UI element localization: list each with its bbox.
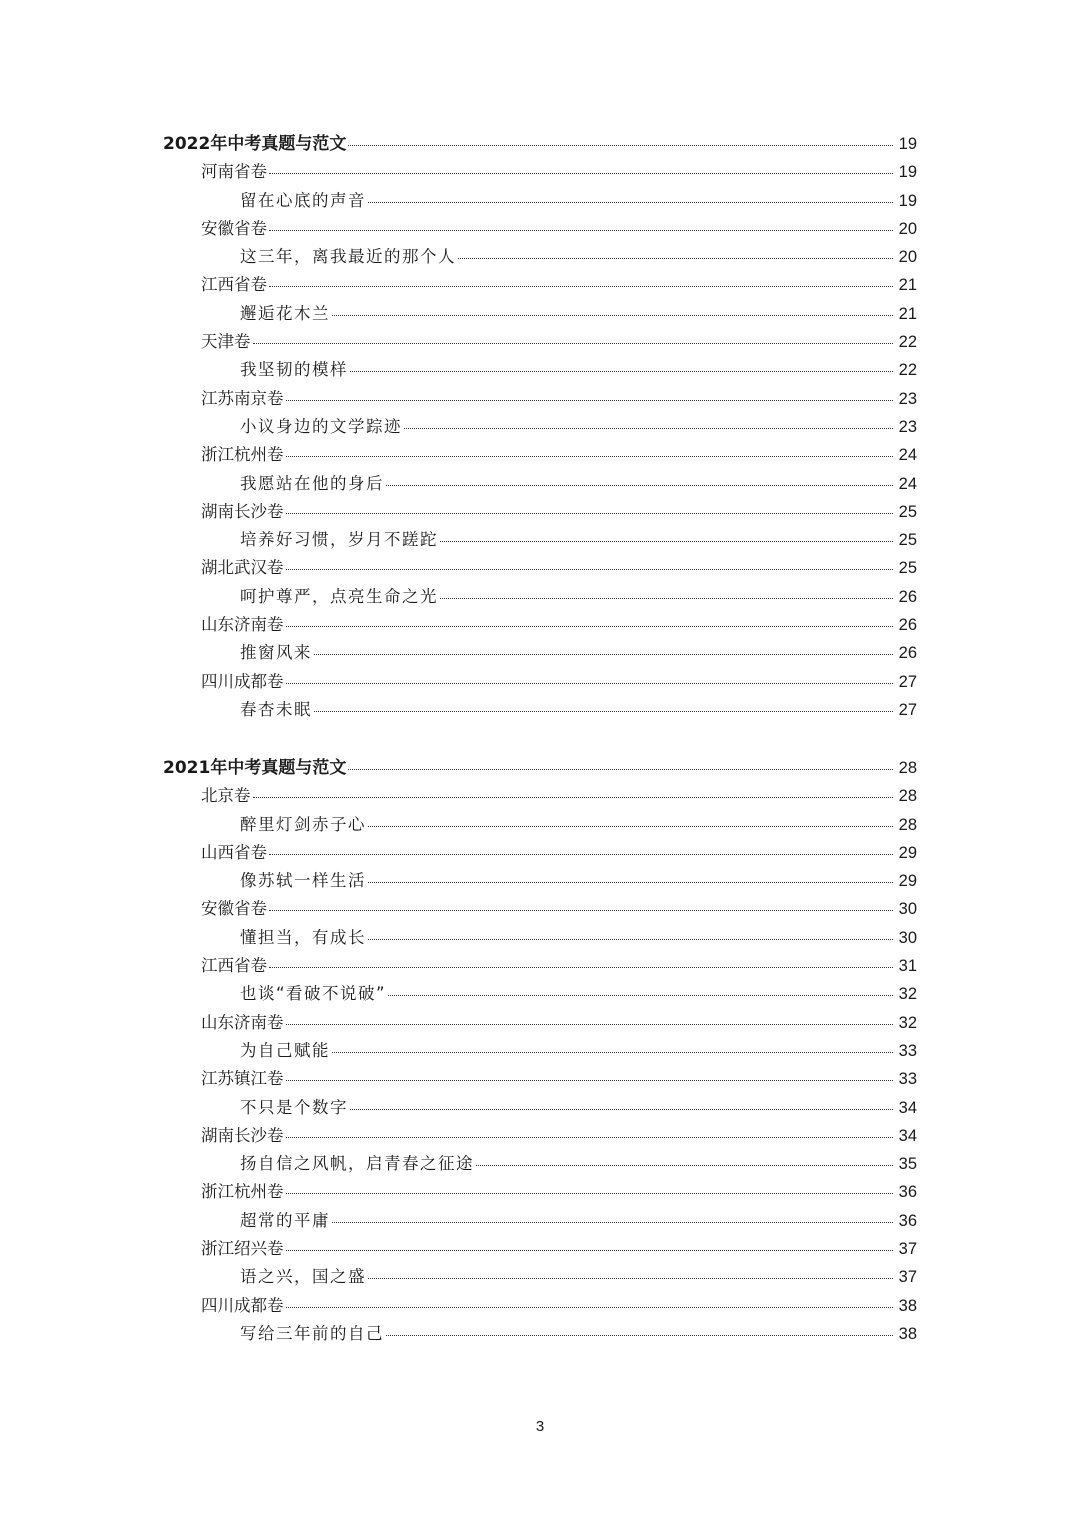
toc-entry-title: 也谈“看破不说破” xyxy=(240,984,387,1004)
toc-heading[interactable] xyxy=(163,754,917,782)
toc-entry-title: 安徽省卷 xyxy=(201,899,267,919)
toc-essay-entry[interactable] xyxy=(163,1150,917,1178)
toc-entry-page: 32 xyxy=(898,985,917,1004)
toc-entry-page: 22 xyxy=(898,333,917,352)
dot-leader xyxy=(286,683,894,684)
toc-heading[interactable] xyxy=(163,130,917,158)
toc-entry-title: 小议身边的文学踪迹 xyxy=(240,416,402,436)
toc-entry-page: 32 xyxy=(898,1013,917,1032)
dot-leader xyxy=(286,456,894,457)
toc-chapter-entry[interactable] xyxy=(163,611,917,639)
dot-leader xyxy=(368,1278,893,1279)
toc-essay-entry[interactable] xyxy=(163,1263,917,1291)
toc-entry-title: 懂担当，有成长 xyxy=(240,927,366,947)
dot-leader xyxy=(386,485,893,486)
dot-leader xyxy=(269,910,893,911)
toc-entry-title: 2021年中考真题与范文 xyxy=(163,758,347,778)
toc-entry-title: 江西省卷 xyxy=(201,275,267,295)
dot-leader xyxy=(332,1222,893,1223)
toc-entry-title: 留在心底的声音 xyxy=(240,190,366,210)
toc-entry-title: 安徽省卷 xyxy=(201,218,267,238)
dot-leader xyxy=(269,967,893,968)
toc-chapter-entry[interactable] xyxy=(163,158,917,186)
toc-essay-entry[interactable] xyxy=(163,980,917,1008)
page-number: 3 xyxy=(535,1418,545,1435)
toc-chapter-entry[interactable] xyxy=(163,1122,917,1150)
toc-entry-title: 我愿站在他的身后 xyxy=(240,473,384,493)
dot-leader xyxy=(286,400,894,401)
toc-section-2021 xyxy=(163,754,917,1348)
toc-entry-page: 23 xyxy=(898,417,917,436)
toc-entry-title: 河南省卷 xyxy=(201,162,267,182)
toc-entry-page: 31 xyxy=(898,957,917,976)
toc-essay-entry[interactable] xyxy=(163,1320,917,1348)
toc-entry-page: 20 xyxy=(898,248,917,267)
toc-chapter-entry[interactable] xyxy=(163,1009,917,1037)
dot-leader xyxy=(332,315,893,316)
dot-leader xyxy=(350,371,893,372)
dot-leader xyxy=(440,541,893,542)
toc-entry-page: 33 xyxy=(898,1070,917,1089)
toc-entry-page: 25 xyxy=(898,502,917,521)
toc-entry-title: 四川成都卷 xyxy=(201,1295,284,1315)
toc-chapter-entry[interactable] xyxy=(163,328,917,356)
toc-entry-page: 35 xyxy=(898,1155,917,1174)
toc-chapter-entry[interactable] xyxy=(163,554,917,582)
toc-essay-entry[interactable] xyxy=(163,470,917,498)
toc-entry-title: 四川成都卷 xyxy=(201,671,284,691)
toc-entry-title: 培养好习惯，岁月不蹉跎 xyxy=(240,530,438,550)
toc-essay-entry[interactable] xyxy=(163,187,917,215)
toc-essay-entry[interactable] xyxy=(163,583,917,611)
toc-essay-entry[interactable] xyxy=(163,526,917,554)
toc-essay-entry[interactable] xyxy=(163,1037,917,1065)
toc-entry-title: 天津卷 xyxy=(201,332,251,352)
toc-entry-page: 38 xyxy=(898,1324,917,1343)
dot-leader xyxy=(476,1165,893,1166)
dot-leader xyxy=(440,598,893,599)
dot-leader xyxy=(348,769,893,770)
toc-chapter-entry[interactable] xyxy=(163,782,917,810)
toc-entry-page: 34 xyxy=(898,1098,917,1117)
toc-entry-title: 我坚韧的模样 xyxy=(240,360,348,380)
dot-leader xyxy=(286,1080,894,1081)
toc-entry-title: 山东济南卷 xyxy=(201,1012,284,1032)
toc-entry-page: 20 xyxy=(898,219,917,238)
toc-entry-title: 这三年，离我最近的那个人 xyxy=(240,247,456,267)
toc-entry-page: 26 xyxy=(898,587,917,606)
toc-entry-page: 25 xyxy=(898,559,917,578)
toc-entry-page: 33 xyxy=(898,1041,917,1060)
toc-chapter-entry[interactable] xyxy=(163,895,917,923)
dot-leader xyxy=(386,1335,893,1336)
toc-entry-page: 28 xyxy=(898,759,917,777)
toc-entry-title: 山东济南卷 xyxy=(201,615,284,635)
toc-entry-page: 37 xyxy=(898,1268,917,1287)
dot-leader xyxy=(368,826,893,827)
toc-entry-page: 29 xyxy=(898,843,917,862)
toc-chapter-entry[interactable] xyxy=(163,839,917,867)
dot-leader xyxy=(286,513,894,514)
toc-section-2022 xyxy=(163,130,917,724)
dot-leader xyxy=(368,882,893,883)
dot-leader xyxy=(350,1109,893,1110)
toc-entry-title: 山西省卷 xyxy=(201,842,267,862)
toc-entry-title: 江苏南京卷 xyxy=(201,388,284,408)
toc-chapter-entry[interactable] xyxy=(163,1178,917,1206)
toc-entry-title: 江西省卷 xyxy=(201,956,267,976)
toc-entry-page: 21 xyxy=(898,276,917,295)
dot-leader xyxy=(404,428,893,429)
toc-essay-entry[interactable] xyxy=(163,696,917,724)
toc-chapter-entry[interactable] xyxy=(163,1292,917,1320)
toc-entry-page: 30 xyxy=(898,900,917,919)
toc-entry-title: 江苏镇江卷 xyxy=(201,1069,284,1089)
toc-essay-entry[interactable] xyxy=(163,811,917,839)
toc-essay-entry[interactable] xyxy=(163,300,917,328)
toc-entry-page: 19 xyxy=(898,191,917,210)
toc-essay-entry[interactable] xyxy=(163,356,917,384)
toc-entry-title: 北京卷 xyxy=(201,786,251,806)
toc-entry-page: 25 xyxy=(898,531,917,550)
toc-essay-entry[interactable] xyxy=(163,413,917,441)
toc-chapter-entry[interactable] xyxy=(163,668,917,696)
toc-entry-title: 湖北武汉卷 xyxy=(201,558,284,578)
dot-leader xyxy=(286,1024,894,1025)
toc-entry-page: 28 xyxy=(898,787,917,806)
toc-essay-entry[interactable] xyxy=(163,1094,917,1122)
toc-entry-page: 27 xyxy=(898,700,917,719)
toc-entry-title: 湖南长沙卷 xyxy=(201,1125,284,1145)
toc-entry-page: 21 xyxy=(898,304,917,323)
toc-entry-title: 春杏未眠 xyxy=(240,699,312,719)
toc-entry-page: 30 xyxy=(898,928,917,947)
toc-entry-page: 37 xyxy=(898,1240,917,1259)
toc-entry-title: 邂逅花木兰 xyxy=(240,303,330,323)
dot-leader xyxy=(286,1250,894,1251)
toc-chapter-entry[interactable] xyxy=(163,952,917,980)
toc-entry-title: 呵护尊严，点亮生命之光 xyxy=(240,586,438,606)
toc-chapter-entry[interactable] xyxy=(163,498,917,526)
toc-entry-page: 38 xyxy=(898,1296,917,1315)
toc-entry-page: 23 xyxy=(898,389,917,408)
toc-essay-entry[interactable] xyxy=(163,867,917,895)
toc-entry-page: 36 xyxy=(898,1183,917,1202)
dot-leader xyxy=(286,1307,894,1308)
dot-leader xyxy=(348,145,893,146)
toc-entry-page: 27 xyxy=(898,672,917,691)
toc-entry-title: 像苏轼一样生活 xyxy=(240,871,366,891)
toc-entry-page: 24 xyxy=(898,446,917,465)
toc-entry-title: 超常的平庸 xyxy=(240,1210,330,1230)
toc-entry-title: 浙江绍兴卷 xyxy=(201,1239,284,1259)
toc-essay-entry[interactable] xyxy=(163,639,917,667)
toc-entry-title: 浙江杭州卷 xyxy=(201,445,284,465)
toc-chapter-entry[interactable] xyxy=(163,1065,917,1093)
dot-leader xyxy=(286,569,894,570)
dot-leader xyxy=(332,1052,893,1053)
dot-leader xyxy=(388,995,893,996)
toc-chapter-entry[interactable] xyxy=(163,1235,917,1263)
toc-essay-entry[interactable] xyxy=(163,243,917,271)
dot-leader xyxy=(286,1137,894,1138)
toc-entry-title: 2022年中考真题与范文 xyxy=(163,134,347,154)
toc-chapter-entry[interactable] xyxy=(163,271,917,299)
toc-entry-title: 浙江杭州卷 xyxy=(201,1182,284,1202)
dot-leader xyxy=(269,230,893,231)
toc-entry-page: 24 xyxy=(898,474,917,493)
dot-leader xyxy=(253,797,894,798)
toc-entry-title: 语之兴，国之盛 xyxy=(240,1267,366,1287)
dot-leader xyxy=(368,202,893,203)
dot-leader xyxy=(269,854,893,855)
toc-entry-title: 推窗风来 xyxy=(240,643,312,663)
dot-leader xyxy=(314,654,893,655)
toc-entry-page: 28 xyxy=(898,815,917,834)
dot-leader xyxy=(253,343,894,344)
toc-entry-page: 26 xyxy=(898,616,917,635)
toc-entry-page: 22 xyxy=(898,361,917,380)
toc-entry-page: 29 xyxy=(898,872,917,891)
toc-entry-page: 34 xyxy=(898,1126,917,1145)
toc-entry-title: 写给三年前的自己 xyxy=(240,1323,384,1343)
toc-entry-page: 19 xyxy=(898,163,917,182)
toc-entry-page: 36 xyxy=(898,1211,917,1230)
toc-entry-title: 不只是个数字 xyxy=(240,1097,348,1117)
toc-entry-title: 醉里灯剑赤子心 xyxy=(240,814,366,834)
dot-leader xyxy=(314,711,893,712)
toc-essay-entry[interactable] xyxy=(163,924,917,952)
dot-leader xyxy=(269,173,893,174)
dot-leader xyxy=(458,258,893,259)
dot-leader xyxy=(286,1193,894,1194)
dot-leader xyxy=(368,939,893,940)
toc-entry-title: 为自己赋能 xyxy=(240,1040,330,1060)
dot-leader xyxy=(286,626,894,627)
dot-leader xyxy=(269,286,893,287)
toc-entry-page: 19 xyxy=(898,135,917,153)
toc-entry-title: 扬自信之风帆，启青春之征途 xyxy=(240,1154,474,1174)
toc-chapter-entry[interactable] xyxy=(163,385,917,413)
toc-entry-title: 湖南长沙卷 xyxy=(201,501,284,521)
toc-chapter-entry[interactable] xyxy=(163,441,917,469)
toc-entry-page: 26 xyxy=(898,644,917,663)
toc-chapter-entry[interactable] xyxy=(163,215,917,243)
toc-essay-entry[interactable] xyxy=(163,1207,917,1235)
